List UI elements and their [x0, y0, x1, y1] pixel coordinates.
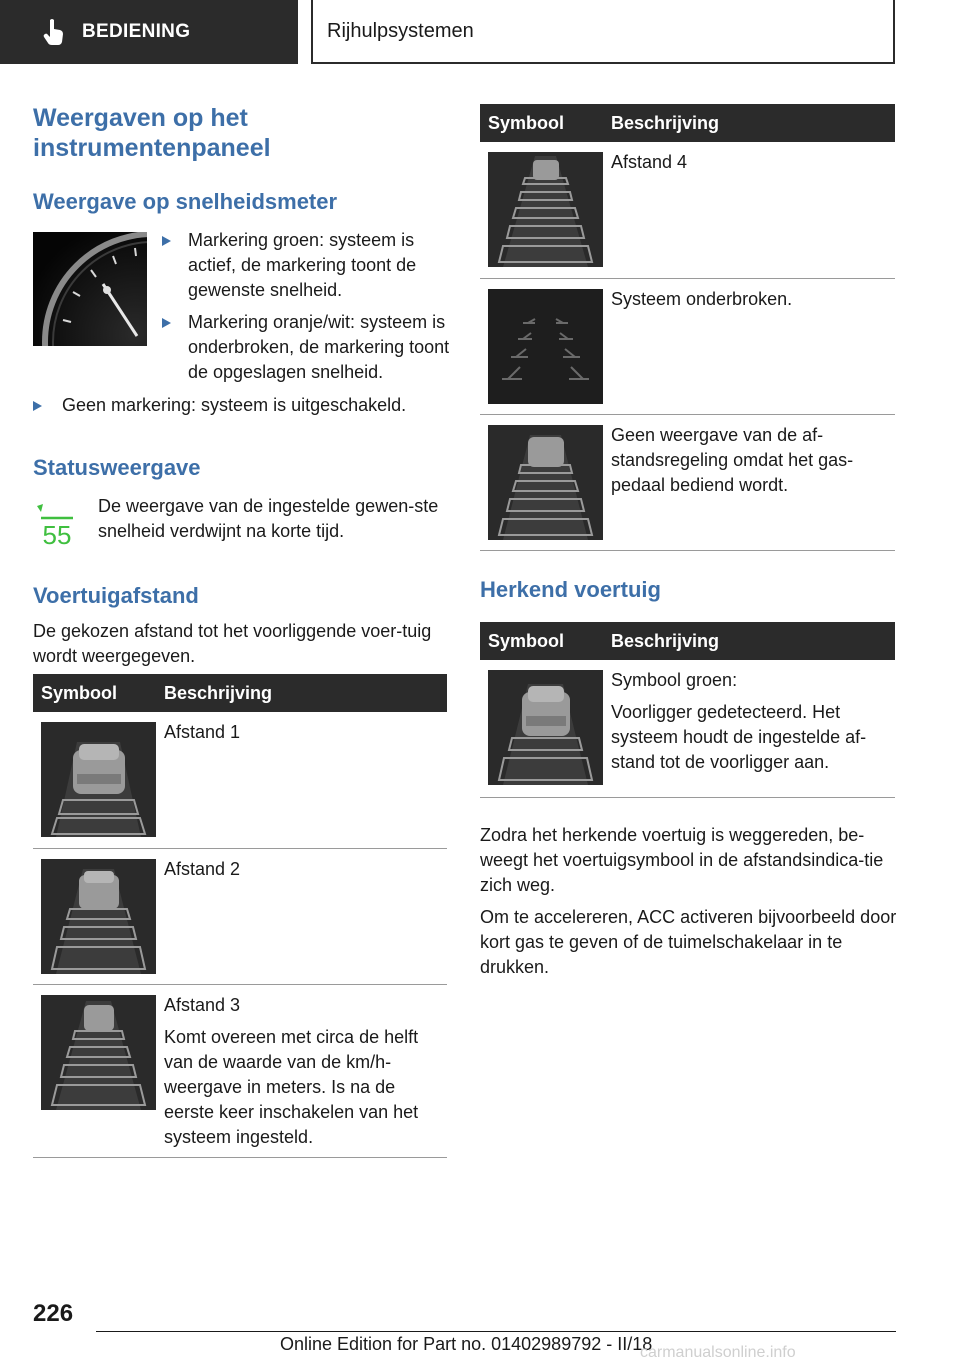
distance-3-image — [41, 995, 156, 1110]
recognized-paragraph-2: Om te accelereren, ACC activeren bijvoorbeeld door kort gas te geven of de tuimelschakelaar in te drukken. — [480, 907, 897, 977]
status-text: De weergave van de ingestelde gewen-ste snelheid verdwijnt na korte tijd. — [98, 496, 439, 541]
status-heading: Statusweergave — [33, 455, 201, 480]
section-tab — [0, 0, 298, 64]
page-number: 226 — [33, 1300, 74, 1327]
speedometer-image — [33, 232, 147, 346]
recognized-vehicle-image — [488, 670, 603, 785]
status-table-header — [480, 104, 895, 142]
row-description: Geen weergave van de af-standsregeling omdat het gas-pedaal bediend wordt. — [611, 425, 854, 495]
table-row — [33, 849, 447, 985]
bullet-arrow-icon — [162, 318, 171, 328]
row-description: Afstand 1 — [164, 722, 241, 742]
table-row — [33, 712, 447, 849]
table-row — [480, 142, 895, 279]
set-speed-value: 55 — [42, 520, 72, 548]
footer-divider — [96, 1331, 896, 1332]
speedometer-bullet-1: Markering groen: systeem is actief, de markering toont de gewenste snelheid. — [162, 228, 452, 303]
speedometer-heading: Weergave op snelheidsmeter — [33, 189, 338, 214]
row-description: Symbool groen: Voorligger gedetecteerd. Het systeem houdt de ingestelde af-stand tot de voorligger aan. — [611, 670, 867, 772]
column-header-description: Beschrijving — [164, 682, 273, 703]
speedometer-bullet-2: Markering oranje/wit: systeem is onderbroken, de markering toont de opgeslagen snelheid. — [162, 310, 452, 385]
watermark: carmanualsonline.info — [640, 1344, 796, 1361]
row-description: Afstand 4 — [611, 152, 688, 172]
distance-text: De gekozen afstand tot het voorliggende voer-tuig wordt weergegeven. — [33, 621, 432, 666]
column-header-symbol: Symbool — [488, 630, 565, 651]
column-header-symbol: Symbool — [41, 682, 118, 703]
chapter-label: Rijhulpsystemen — [327, 19, 474, 42]
distance-table-header — [33, 674, 447, 712]
section-label: BEDIENING — [82, 21, 191, 42]
recognized-table-header — [480, 622, 895, 660]
bullet-arrow-icon — [33, 401, 42, 411]
edition-info: Online Edition for Part no. 01402989792 - II/18 — [280, 1334, 653, 1354]
row-description: Afstand 3 Komt overeen met circa de helft van de waarde van de km/h-weergave in meters. Is na de eerste keer inschakelen van het systeem ingesteld. — [164, 995, 419, 1147]
speedometer-bullet-3: Geen markering: systeem is uitgeschakeld. — [33, 393, 453, 418]
distance-heading: Voertuigafstand — [33, 583, 199, 608]
table-row — [480, 415, 895, 551]
row-description: Systeem onderbroken. — [611, 289, 793, 309]
distance-4-image — [488, 152, 603, 267]
chapter-tab — [311, 0, 895, 64]
table-row — [33, 985, 447, 1158]
column-header-description: Beschrijving — [611, 630, 720, 651]
recognized-paragraph-1: Zodra het herkende voertuig is weggereden, be-weegt het voertuigsymbool in de afstandsindica-tie zich weg. — [480, 825, 884, 895]
page-title: Weergaven op het instrumentenpaneel — [33, 104, 271, 162]
row-description: Afstand 2 — [164, 859, 241, 879]
no-display-image — [488, 425, 603, 540]
column-header-symbol: Symbool — [488, 112, 565, 133]
distance-2-image — [41, 859, 156, 974]
system-interrupted-image — [488, 289, 603, 404]
hand-pointer-icon — [34, 12, 74, 52]
recognized-vehicle-heading: Herkend voertuig — [480, 577, 661, 602]
bullet-arrow-icon — [162, 236, 171, 246]
table-row — [480, 279, 895, 415]
distance-1-image — [41, 722, 156, 837]
table-row — [480, 660, 895, 798]
set-speed-icon — [33, 502, 79, 548]
column-header-description: Beschrijving — [611, 112, 720, 133]
